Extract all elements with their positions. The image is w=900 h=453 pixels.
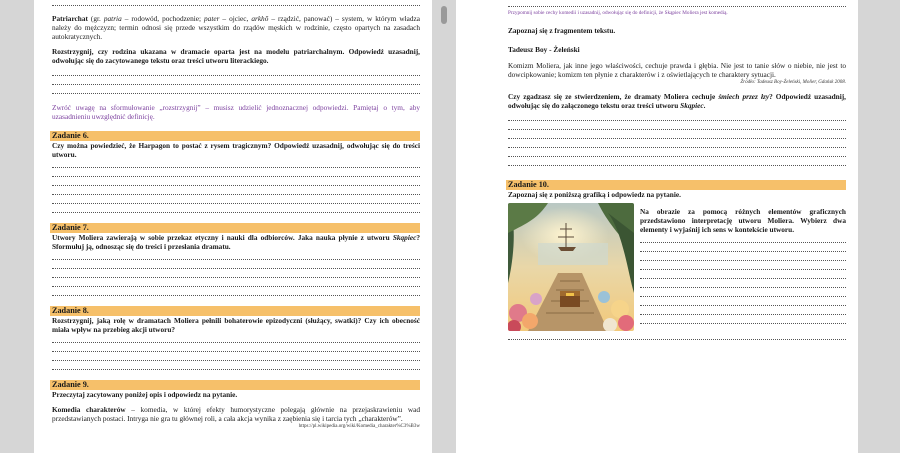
task-9-instruction: Przeczytaj zacytowany poniżej opis i odpowiedz na pytanie. <box>52 390 238 399</box>
document-page-left <box>34 0 432 453</box>
task-10-answer-area <box>640 207 846 331</box>
task-7-question: Utwory Moliera zawierają w sobie przekaz etyczny i nauki dla odbiorców. Jaka nauka płynie z utworu Skąpiec? Sformułuj ją, odnosząc się do treści i przesłania dramatu. <box>52 233 420 251</box>
answer-lines[interactable] <box>508 112 846 166</box>
task-10-header: Zadanie 10. <box>506 180 846 190</box>
answer-lines[interactable] <box>508 331 846 340</box>
source-url[interactable]: https://pl.wikipedia.org/wiki/Komedia_charakter%C3%B3w <box>298 424 420 429</box>
answer-lines <box>52 0 420 6</box>
hint-note: Zwróć uwagę na sformułowanie „rozstrzygnij” – musisz udzielić jednoznacznej odpowiedzi. Pamiętaj o tym, aby uzasadnieniu uwzględnić definicję. <box>52 103 420 121</box>
task-8-question: Rozstrzygnij, jaką rolę w dramatach Moliera pełnili bohaterowie epizodyczni (służący, swatki)? Czy ich obecność miała wpływ na przebieg akcji utworu? <box>52 316 420 334</box>
task-9-header: Zadanie 9. <box>50 380 420 390</box>
quote-author: Tadeusz Boy - Żeleński <box>508 45 580 54</box>
task-8-header: Zadanie 8. <box>50 306 420 316</box>
agree-question: Czy zgadzasz się ze stwierdzeniem, że dramaty Moliera cechuje śmiech przez łzy? Odpowiedź uzasadnij, odwołując się do załączonego tekstu oraz treści utworu Skąpiec. <box>508 92 846 110</box>
comedy-definition: Komedia charakterów – komedia, w której efekty humorystyczne polegają głównie na przejaskrawieniu wad przedstawianych postaci. Intryga nie gra tu głównej roli, a cała akcja wynika z zaębienia się i tarcia tych „charakterów”. <box>52 405 420 423</box>
answer-lines[interactable] <box>640 234 846 324</box>
task-10-instruction: Zapoznaj się z poniższą grafiką i odpowiedz na pytanie. <box>508 190 681 199</box>
read-fragment-instruction: Zapoznaj się z fragmentem tekstu. <box>508 26 616 35</box>
quote-text: Komizm Moliera, jak inne jego właściwości, cechuje prawda i głębia. Nie jest to tanie słów o niebie, nie jest to dowcipkowanie; komizm ten płynie z charakterów i z oświetlających te charaktery sytuacji. <box>508 61 846 79</box>
quote-source: Źródło: Tadeusz Boy-Żeleński, Molier, Gdańsk 2008. <box>740 80 846 85</box>
patriarchat-question: Rozstrzygnij, czy rodzina ukazana w dramacie oparta jest na modelu patriarchalnym. Odpowiedź uzasadnij, odwołując się do zacytowanego tekstu oraz treści utworu literackiego. <box>52 47 420 65</box>
answer-lines[interactable] <box>508 0 846 7</box>
patriarchat-definition: Patriarchat (gr. patria – rodowód, pochodzenie; pater – ojciec, arkhō – rządzić, panować) – system, w którym władza należy do mężczyzn; termin odnosi się przede wszystkim do rządów męskich w rodzinie, często opartych na zasadach autokratycznych. <box>52 14 420 41</box>
answer-lines[interactable] <box>52 334 420 370</box>
task-6-question: Czy można powiedzieć, że Harpagon to postać z rysem tragicznym? Odpowiedź uzasadnij, odwołując się do treści utworu. <box>52 141 420 159</box>
illustration-image <box>508 203 634 331</box>
answer-lines[interactable] <box>52 67 420 94</box>
painting-garden-treasure <box>508 203 634 331</box>
task-6-header: Zadanie 6. <box>50 131 420 141</box>
answer-lines[interactable] <box>52 251 420 296</box>
page-gap <box>432 0 456 453</box>
task-10-question: Na obrazie za pomocą różnych elementów graficznych przedstawiono interpretację utworu Moliera. Wybierz dwa elementy i wyjaśnij ich sens w kontekście utworu. <box>640 207 846 234</box>
document-page-right <box>456 0 858 453</box>
answer-lines[interactable] <box>52 159 420 213</box>
scrollbar-thumb[interactable] <box>441 6 447 24</box>
task-7-header: Zadanie 7. <box>50 223 420 233</box>
hint-note: Przypomnij sobie cechy komedii i uzasadnij, odwołując się do definicji, że Skąpiec Moliera jest komedią. <box>508 10 728 16</box>
task-10-body <box>508 203 846 331</box>
